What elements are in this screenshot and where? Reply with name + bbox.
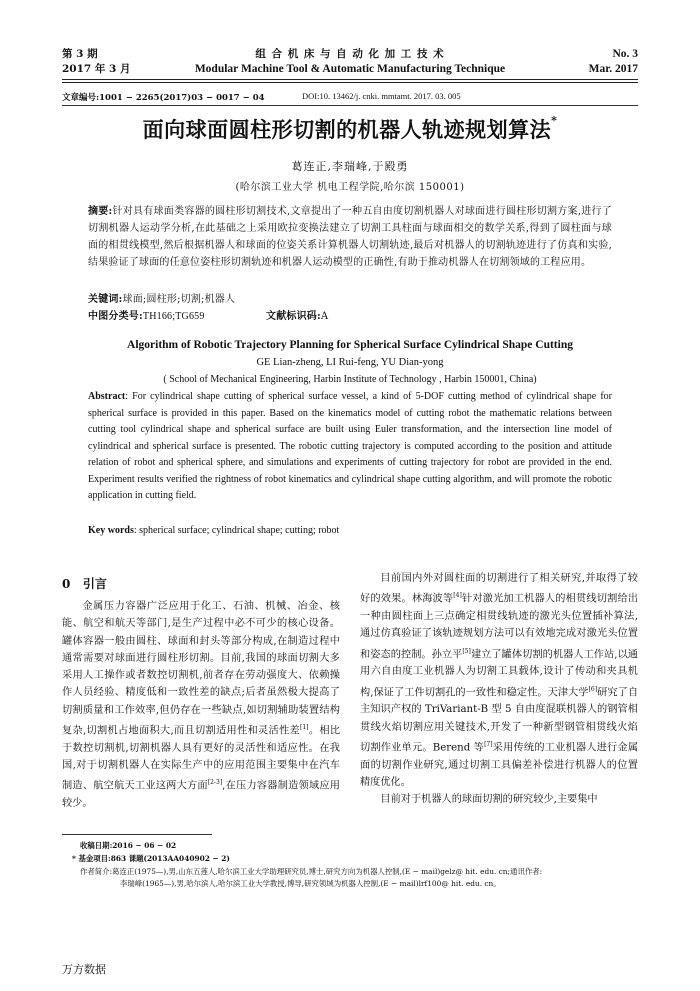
intro-paragraph-1: 金属压力容器广泛应用于化工、石油、机械、冶金、核能、航空和航天等部门,是生产过程中必不可少的核心设备。罐体容器一般由圆柱、球面和封头等部分构成,在制造过程中通常需要对球面进行圆柱形切割。目前,我国的球面切割大多采用人工操作或者数控切割机,前者存在劳动强度大、依赖操作人员经验、精度低和一致性差的缺点;后者虽然极大提高了切割质量和工作效率,但仍存在一些缺点,如切割辅助装置结构复杂,切割机占地面积大,而且切割适用性和灵活性差[1]。相比于数控切割机,切割机器人具有更好的灵活性和适应性。在我国,对于切割机器人在实际生产中的应用范围主要集中在汽车制造、航空航天工业这两大方面[2-3],在压力容器制造领域应用较少。	[62, 601, 341, 810]
author-note: 作者简介:葛连正(1975—),男,山东五莲人,哈尔滨工业大学助理研究员,博士,研究方向为机器人控制,(E − mail)gelz@ hit. edu. cn;通讯作者: 李瑞峰(1965—),男,哈尔滨人,哈尔滨工业大学教授,博导,研究领域为机器人控制,(E − mail)lrf100@ hit. edu. cn。	[80, 867, 543, 888]
keywords-en: Key words: spherical surface; cylindrical shape; cutting; robot	[88, 525, 340, 536]
received-date: 收稿日期:2016 − 06 − 02	[80, 841, 177, 850]
keywords-zh: 关键词:球面;圆柱形;切割;机器人	[88, 294, 236, 305]
intro-paragraph-2: 目前国内外对圆柱面的切割进行了相关研究,并取得了较好的效果。林海波等[4]针对激光加工机器人的相贯线切割给出一种由圆柱面上三点确定相贯线轨迹的激光头位置插补算法,通过仿真验证了该轨迹规划方法可以有效地完成对激光头位置和姿态的控制。孙立平[5]建立了罐体切割的机器人工作站,以通用六自由度工业机器人为切割工具载体,设计了传动和夹具机构,保证了工件切割孔的一致性和稳定性。天津大学[6]研究了自主知识产权的 TriVariant-B 型 5 自由度混联机器人的钢管相贯线火焰切割应用关键技术,开发了一种新型钢管相贯线火焰切割作业单元。Berend 等[7]采用传统的工业机器人进行金属面的切割作业研究,通过切割工具偏差补偿进行机器人的位置精度优化。	[360, 573, 639, 788]
affiliation-zh: (哈尔滨工业大学 机电工程学院,哈尔滨 150001)	[235, 182, 465, 193]
clc-number: 中图分类号:TH166;TG659	[88, 311, 205, 322]
issue-number-en: No. 3	[612, 48, 638, 60]
issue-number-zh: 第 3 期	[62, 48, 98, 60]
body-left-column	[62, 598, 340, 812]
issue-date-en: Mar. 2017	[588, 63, 638, 75]
authors-en: GE Lian-zheng, LI Rui-feng, YU Dian-yong	[256, 357, 444, 368]
issue-date-zh: 2017 年 3 月	[62, 63, 131, 75]
abstract-en: Abstract: For cylindrical shape cutting of spherical surface vessel, a kind of 5-DOF cutting method of cylindrical shape for spherical surface is provided in this paper. Based on the kinematics model of cutting robot the mathematic relations between cutting tool cylindrical shape and spherical surface are built using Euler transformation, and the intersection line model of cylindrical and spherical surface is presented. The robotic cutting trajectory is computed according to the position and attitude relation of robot and spherical sphere, and simulations and experiments of cutting trajectory for robot are provided in the end. Experiment results verified the rightness of robot kinematics and cylindrical shape cutting algorithm, and will promote the robotic application in cutting field.	[88, 391, 612, 501]
paper-title-en: Algorithm of Robotic Trajectory Planning for Spherical Surface Cylindrical Shape Cutting	[127, 339, 573, 351]
fund-note: * 基金项目:863 课题(2013AA040902 − 2)	[72, 854, 230, 863]
footnote-rule	[62, 834, 212, 835]
article-number: 文章编号:1001 − 2265(2017)03 − 0017 − 04	[62, 93, 265, 103]
header-rule	[62, 79, 638, 80]
watermark: 万方数据	[62, 963, 106, 976]
doi: DOI:10. 13462/j. cnki. mmtamt. 2017. 03. 005	[302, 91, 461, 101]
authors-zh: 葛连正,李瑞峰,于殿勇	[291, 160, 409, 173]
abstract-zh: 摘要:针对具有球面类容器的圆柱形切割技术,文章提出了一种五自由度切割机器人对球面进行圆柱形切割方案,进行了切割机器人运动学分析,在此基础之上采用欧拉变换法建立了切割工具柱面与球面相交的数学关系,得到了圆柱面与球面的相贯线模型,然后根据机器人和球面的位姿关系计算机器人切割轨迹,最后对机器人的切割轨迹进行了仿真和实验,结果验证了球面的任意位姿柱形切割轨迹和机器人运动模型的正确性,有助于推动机器人在切割领域的工程应用。	[88, 206, 612, 268]
body-right-column	[360, 570, 638, 808]
journal-name-en: Modular Machine Tool & Automatic Manufacturing Technique	[194, 63, 506, 75]
affiliation-en: ( School of Mechanical Engineering, Harbin Institute of Technology , Harbin 150001, China)	[163, 374, 537, 385]
section-heading: 0 引言	[62, 577, 107, 591]
document-code: 文献标识码:A	[266, 311, 329, 322]
paper-title-zh: 面向球面圆柱形切割的机器人轨迹规划算法*	[142, 114, 558, 142]
journal-name-zh: 组 合 机 床 与 自 动 化 加 工 技 术	[255, 48, 445, 60]
meta-rule	[62, 105, 638, 106]
intro-paragraph-3: 目前对于机器人的球面切割的研究较少,主要集中	[380, 794, 598, 806]
header-rule-thin	[62, 82, 638, 83]
